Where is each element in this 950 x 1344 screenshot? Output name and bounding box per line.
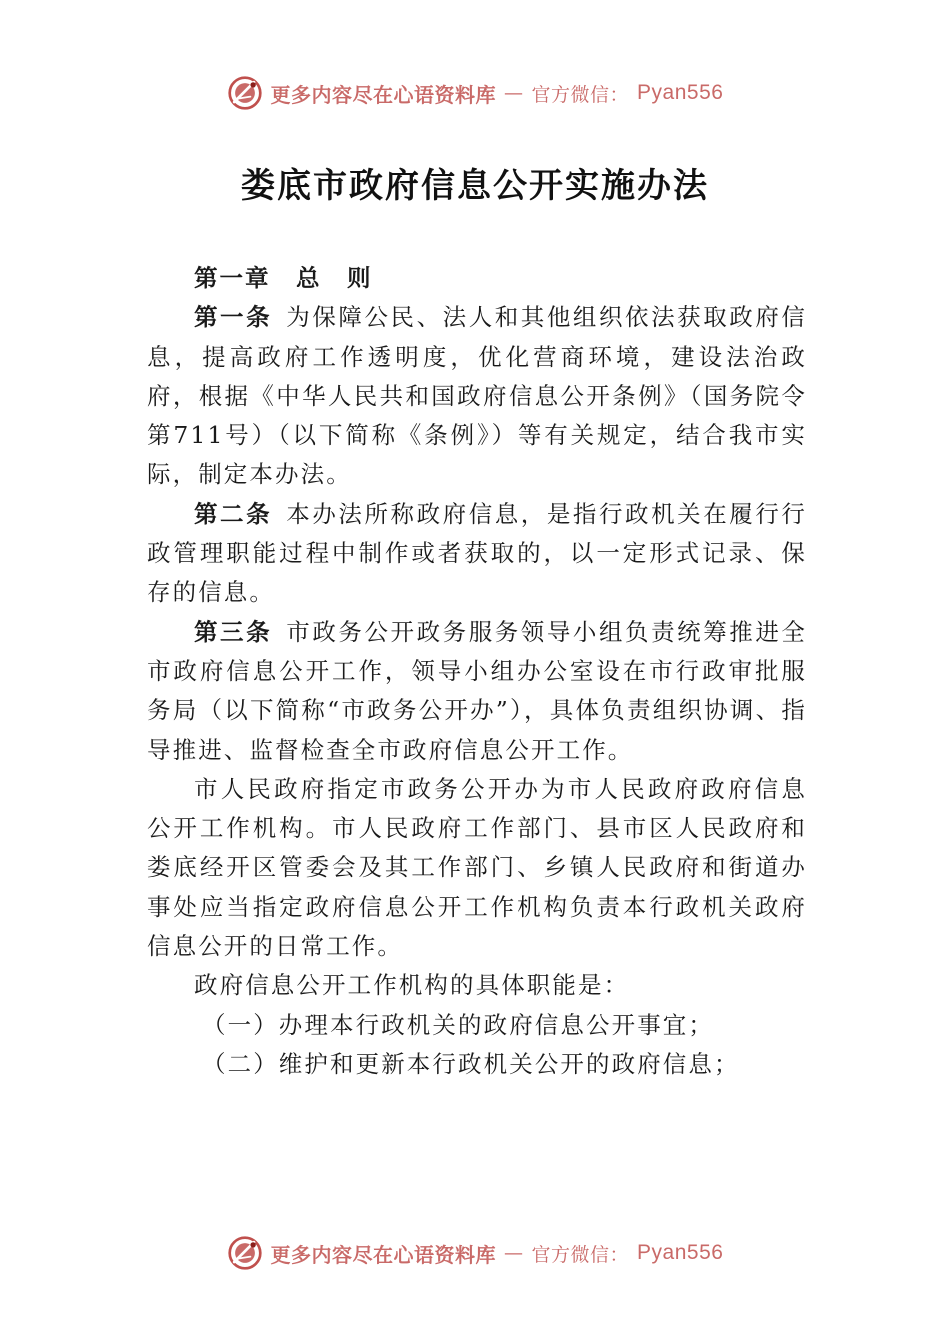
article-1 — [147, 298, 807, 494]
list-item: （一）办理本行政机关的政府信息公开事宜； — [202, 1010, 714, 1039]
banner-text: 更多内容尽在心语资料库 — [270, 1242, 497, 1267]
seal-logo-icon — [227, 75, 263, 111]
article-label: 第三条 — [194, 617, 273, 646]
article-label: 第二条 — [194, 499, 273, 528]
article-text: 市政务公开政务服务领导小组负责统筹推进全市政府信息公开工作，领导小组办公室设在市行政审批服务局（以下简称“市政务公开办”），具体负责组织协调、指导推进、监督检查全市政府信息公开工作。 — [147, 617, 807, 764]
article-label: 第一条 — [194, 303, 273, 332]
article-2 — [147, 495, 807, 613]
banner-dash: — — [504, 82, 524, 104]
paragraph: 市人民政府指定市政务公开办为市人民政府政府信息公开工作机构。市人民政府工作部门、县市区人民政府和娄底经开区管委会及其工作部门、乡镇人民政府和街道办事处应当指定政府信息公开工作机构负责本行政机关政府信息公开的日常工作。 — [147, 774, 807, 961]
article-3 — [147, 613, 807, 770]
seal-logo-icon — [227, 1235, 263, 1271]
article-text: 为保障公民、法人和其他组织依法获取政府信息，提高政府工作透明度，优化营商环境，建设法治政府，根据《中华人民共和国政府信息公开条例》（国务院令第711号）（以下简称《条例》）等有关规定，结合我市实际，制定本办法。 — [147, 303, 807, 489]
document-title: 娄底市政府信息公开实施办法 — [241, 166, 709, 206]
banner-wechat-label: 官方微信： — [531, 83, 630, 106]
list-item: （二）维护和更新本行政机关公开的政府信息； — [202, 1049, 740, 1078]
chapter-heading — [147, 259, 807, 298]
header-banner — [0, 71, 950, 115]
footer-banner — [0, 1231, 950, 1275]
banner-wechat-label: 官方微信： — [531, 1243, 630, 1266]
banner-wechat-id: Pyan556 — [637, 1241, 724, 1264]
document-body — [147, 259, 807, 1084]
banner-text: 更多内容尽在心语资料库 — [270, 82, 497, 107]
chapter-title: 第一章 总 则 — [194, 264, 373, 292]
banner-wechat-id: Pyan556 — [637, 81, 724, 104]
banner-dash: — — [504, 1242, 524, 1264]
article-text: 本办法所称政府信息，是指行政机关在履行行政管理职能过程中制作或者获取的，以一定形式记录、保存的信息。 — [147, 499, 807, 607]
paragraph: 政府信息公开工作机构的具体职能是： — [194, 971, 630, 1000]
